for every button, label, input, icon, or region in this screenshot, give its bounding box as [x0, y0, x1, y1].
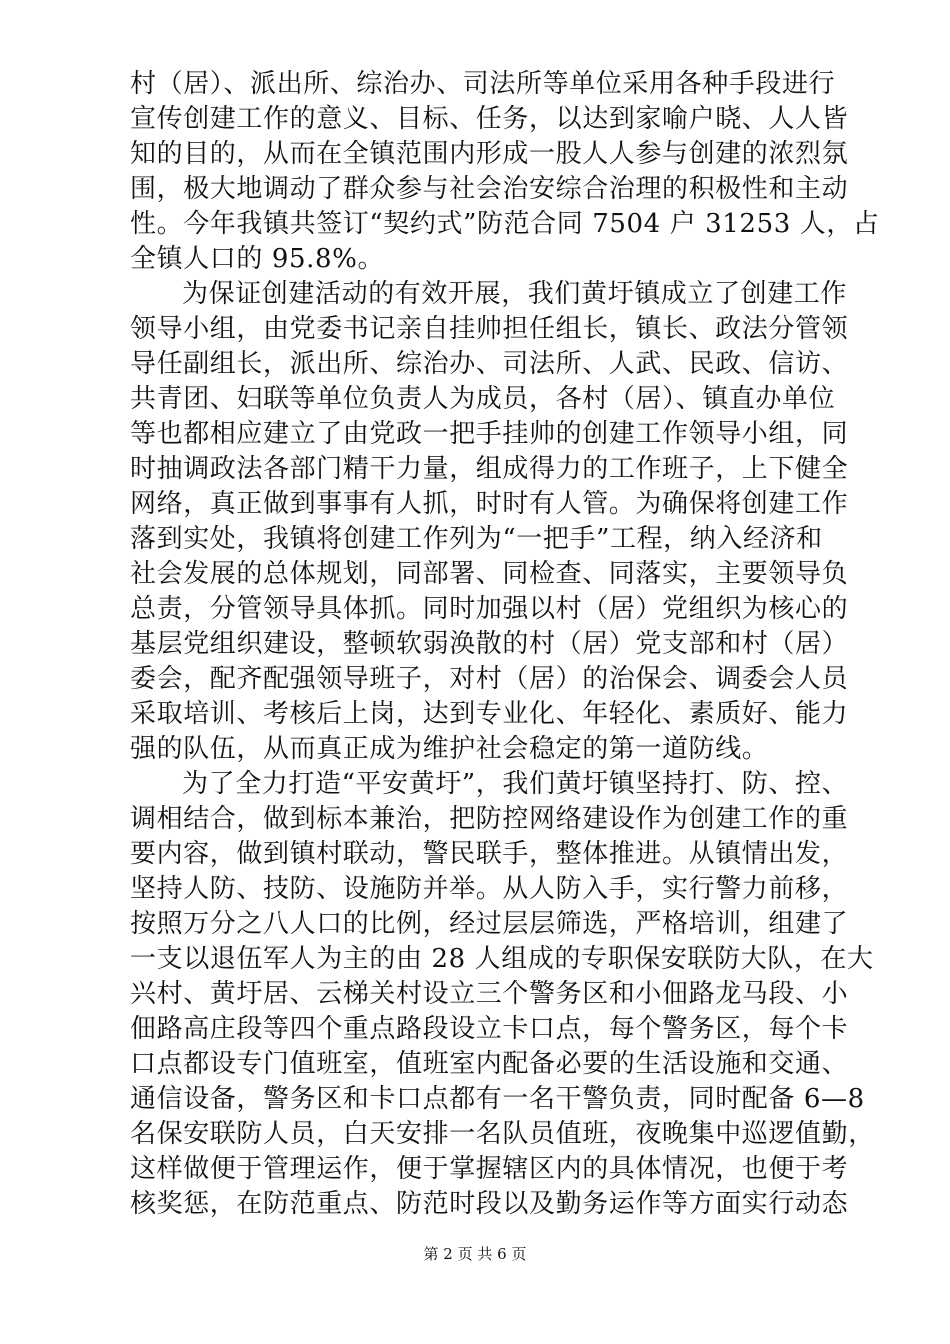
paragraph-2-line: 共青团、妇联等单位负责人为成员，各村（居）、镇直办单位	[130, 384, 836, 414]
paragraph-1-line: 性。今年我镇共签订“契约式”防范合同 7504 户 31253 人，占	[130, 209, 880, 239]
paragraph-1-line: 知的目的，从而在全镇范围内形成一股人人参与创建的浓烈氛	[130, 139, 849, 169]
paragraph-3-line: 名保安联防人员，白天安排一名队员值班，夜晚集中巡逻值勤，	[130, 1119, 875, 1149]
paragraph-3-line: 坚持人防、技防、设施防并举。从人防入手，实行警力前移，	[130, 874, 849, 904]
paragraph-1-line: 全镇人口的 95.8%。	[130, 244, 385, 274]
paragraph-2-line: 社会发展的总体规划，同部署、同检查、同落实，主要领导负	[130, 559, 849, 589]
paragraph-1-line: 宣传创建工作的意义、目标、任务，以达到家喻户晓、人人皆	[130, 104, 849, 134]
paragraph-2-line: 强的队伍，从而真正成为维护社会稳定的第一道防线。	[130, 734, 769, 764]
paragraph-2-line: 委会，配齐配强领导班子，对村（居）的治保会、调委会人员	[130, 664, 849, 694]
paragraph-3-line: 佃路高庄段等四个重点路段设立卡口点，每个警务区，每个卡	[130, 1014, 849, 1044]
paragraph-3-line: 兴村、黄圩居、云梯关村设立三个警务区和小佃路龙马段、小	[130, 979, 849, 1009]
paragraph-2-line: 导任副组长，派出所、综治办、司法所、人武、民政、信访、	[130, 349, 849, 379]
paragraph-2-line: 时抽调政法各部门精干力量，组成得力的工作班子，上下健全	[130, 454, 849, 484]
paragraph-2-line: 总责，分管领导具体抓。同时加强以村（居）党组织为核心的	[130, 594, 849, 624]
paragraph-3-line: 核奖惩，在防范重点、防范时段以及勤务运作等方面实行动态	[130, 1189, 849, 1219]
paragraph-2-line: 落到实处，我镇将创建工作列为“一把手”工程，纳入经济和	[130, 524, 823, 554]
paragraph-2-line: 基层党组织建设，整顿软弱涣散的村（居）党支部和村（居）	[130, 629, 849, 659]
page-footer: 第 2 页 共 6 页	[423, 1245, 527, 1263]
paragraph-2-line: 采取培训、考核后上岗，达到专业化、年轻化、素质好、能力	[130, 699, 849, 729]
paragraph-3-line: 口点都设专门值班室，值班室内配备必要的生活设施和交通、	[130, 1049, 849, 1079]
paragraph-1-line: 村（居）、派出所、综治办、司法所等单位采用各种手段进行	[130, 69, 836, 99]
paragraph-2-line: 为保证创建活动的有效开展，我们黄圩镇成立了创建工作	[182, 279, 848, 309]
paragraph-3-line: 按照万分之八人口的比例，经过层层筛选，严格培训，组建了	[130, 909, 849, 939]
paragraph-3-line: 一支以退伍军人为主的由 28 人组成的专职保安联防大队，在大	[130, 944, 874, 974]
paragraph-2-line: 等也都相应建立了由党政一把手挂帅的创建工作领导小组，同	[130, 419, 849, 449]
paragraph-3-line: 通信设备，警务区和卡口点都有一名干警负责，同时配备 6—8	[130, 1084, 865, 1114]
paragraph-2-line: 领导小组，由党委书记亲自挂帅担任组长，镇长、政法分管领	[130, 314, 849, 344]
paragraph-3-line: 要内容，做到镇村联动，警民联手，整体推进。从镇情出发，	[130, 839, 849, 869]
paragraph-3-line: 为了全力打造“平安黄圩”，我们黄圩镇坚持打、防、控、	[182, 769, 849, 799]
paragraph-2-line: 网络，真正做到事事有人抓，时时有人管。为确保将创建工作	[130, 489, 849, 519]
paragraph-1-line: 围，极大地调动了群众参与社会治安综合治理的积极性和主动	[130, 174, 849, 204]
paragraph-3-line: 这样做便于管理运作，便于掌握辖区内的具体情况，也便于考	[130, 1154, 849, 1184]
paragraph-3-line: 调相结合，做到标本兼治，把防控网络建设作为创建工作的重	[130, 804, 849, 834]
